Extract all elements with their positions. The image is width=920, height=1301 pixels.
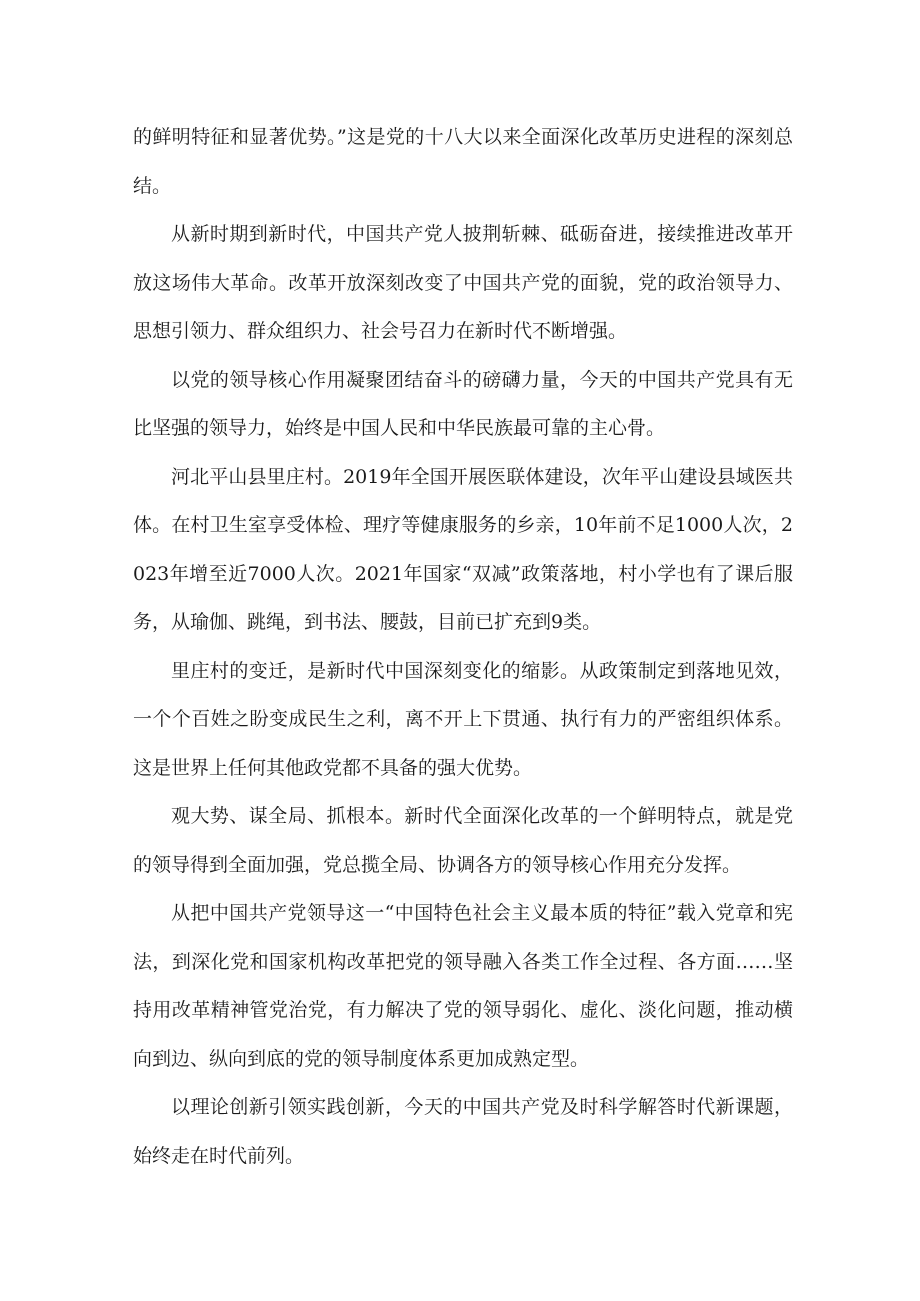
article-body bbox=[133, 113, 793, 1180]
paragraph-3: 以党的领导核心作用凝聚团结奋斗的磅礴力量，今天的中国共产党具有无比坚强的领导力，始终是中国人民和中华民族最可靠的主心骨。 bbox=[133, 368, 793, 439]
paragraph-7: 从把中国共产党领导这一“中国特色社会主义最本质的特征”载入党章和宪法，到深化党和国家机构改革把党的领导融入各类工作全过程、各方面……坚持用改革精神管党治党，有力解决了党的领导弱化、虚化、淡化问题，推动横向到边、纵向到底的党的领导制度体系更加成熟定型。 bbox=[133, 902, 793, 1070]
paragraph-8: 以理论创新引领实践创新，今天的中国共产党及时科学解答时代新课题，始终走在时代前列。 bbox=[133, 1096, 793, 1167]
paragraph-5: 里庄村的变迁，是新时代中国深刻变化的缩影。从政策制定到落地见效，一个个百姓之盼变成民生之利，离不开上下贯通、执行有力的严密组织体系。这是世界上任何其他政党都不具备的强大优势。 bbox=[133, 659, 793, 779]
paragraph-6: 观大势、谋全局、抓根本。新时代全面深化改革的一个鲜明特点，就是党的领导得到全面加强，党总揽全局、协调各方的领导核心作用充分发挥。 bbox=[133, 805, 793, 876]
paragraph-1: 的鲜明特征和显著优势。”这是党的十八大以来全面深化改革历史进程的深刻总结。 bbox=[133, 126, 793, 197]
paragraph-4: 河北平山县里庄村。2019年全国开展医联体建设，次年平山建设县域医共体。在村卫生室享受体检、理疗等健康服务的乡亲，10年前不足1000人次，2023年增至近7000人次。2021年国家“双减”政策落地，村小学也有了课后服务，从瑜伽、跳绳，到书法、腰鼓，目前已扩充到9类。 bbox=[133, 465, 793, 633]
paragraph-2: 从新时期到新时代，中国共产党人披荆斩棘、砥砺奋进，接续推进改革开放这场伟大革命。改革开放深刻改变了中国共产党的面貌，党的政治领导力、思想引领力、群众组织力、社会号召力在新时代不断增强。 bbox=[133, 223, 793, 342]
